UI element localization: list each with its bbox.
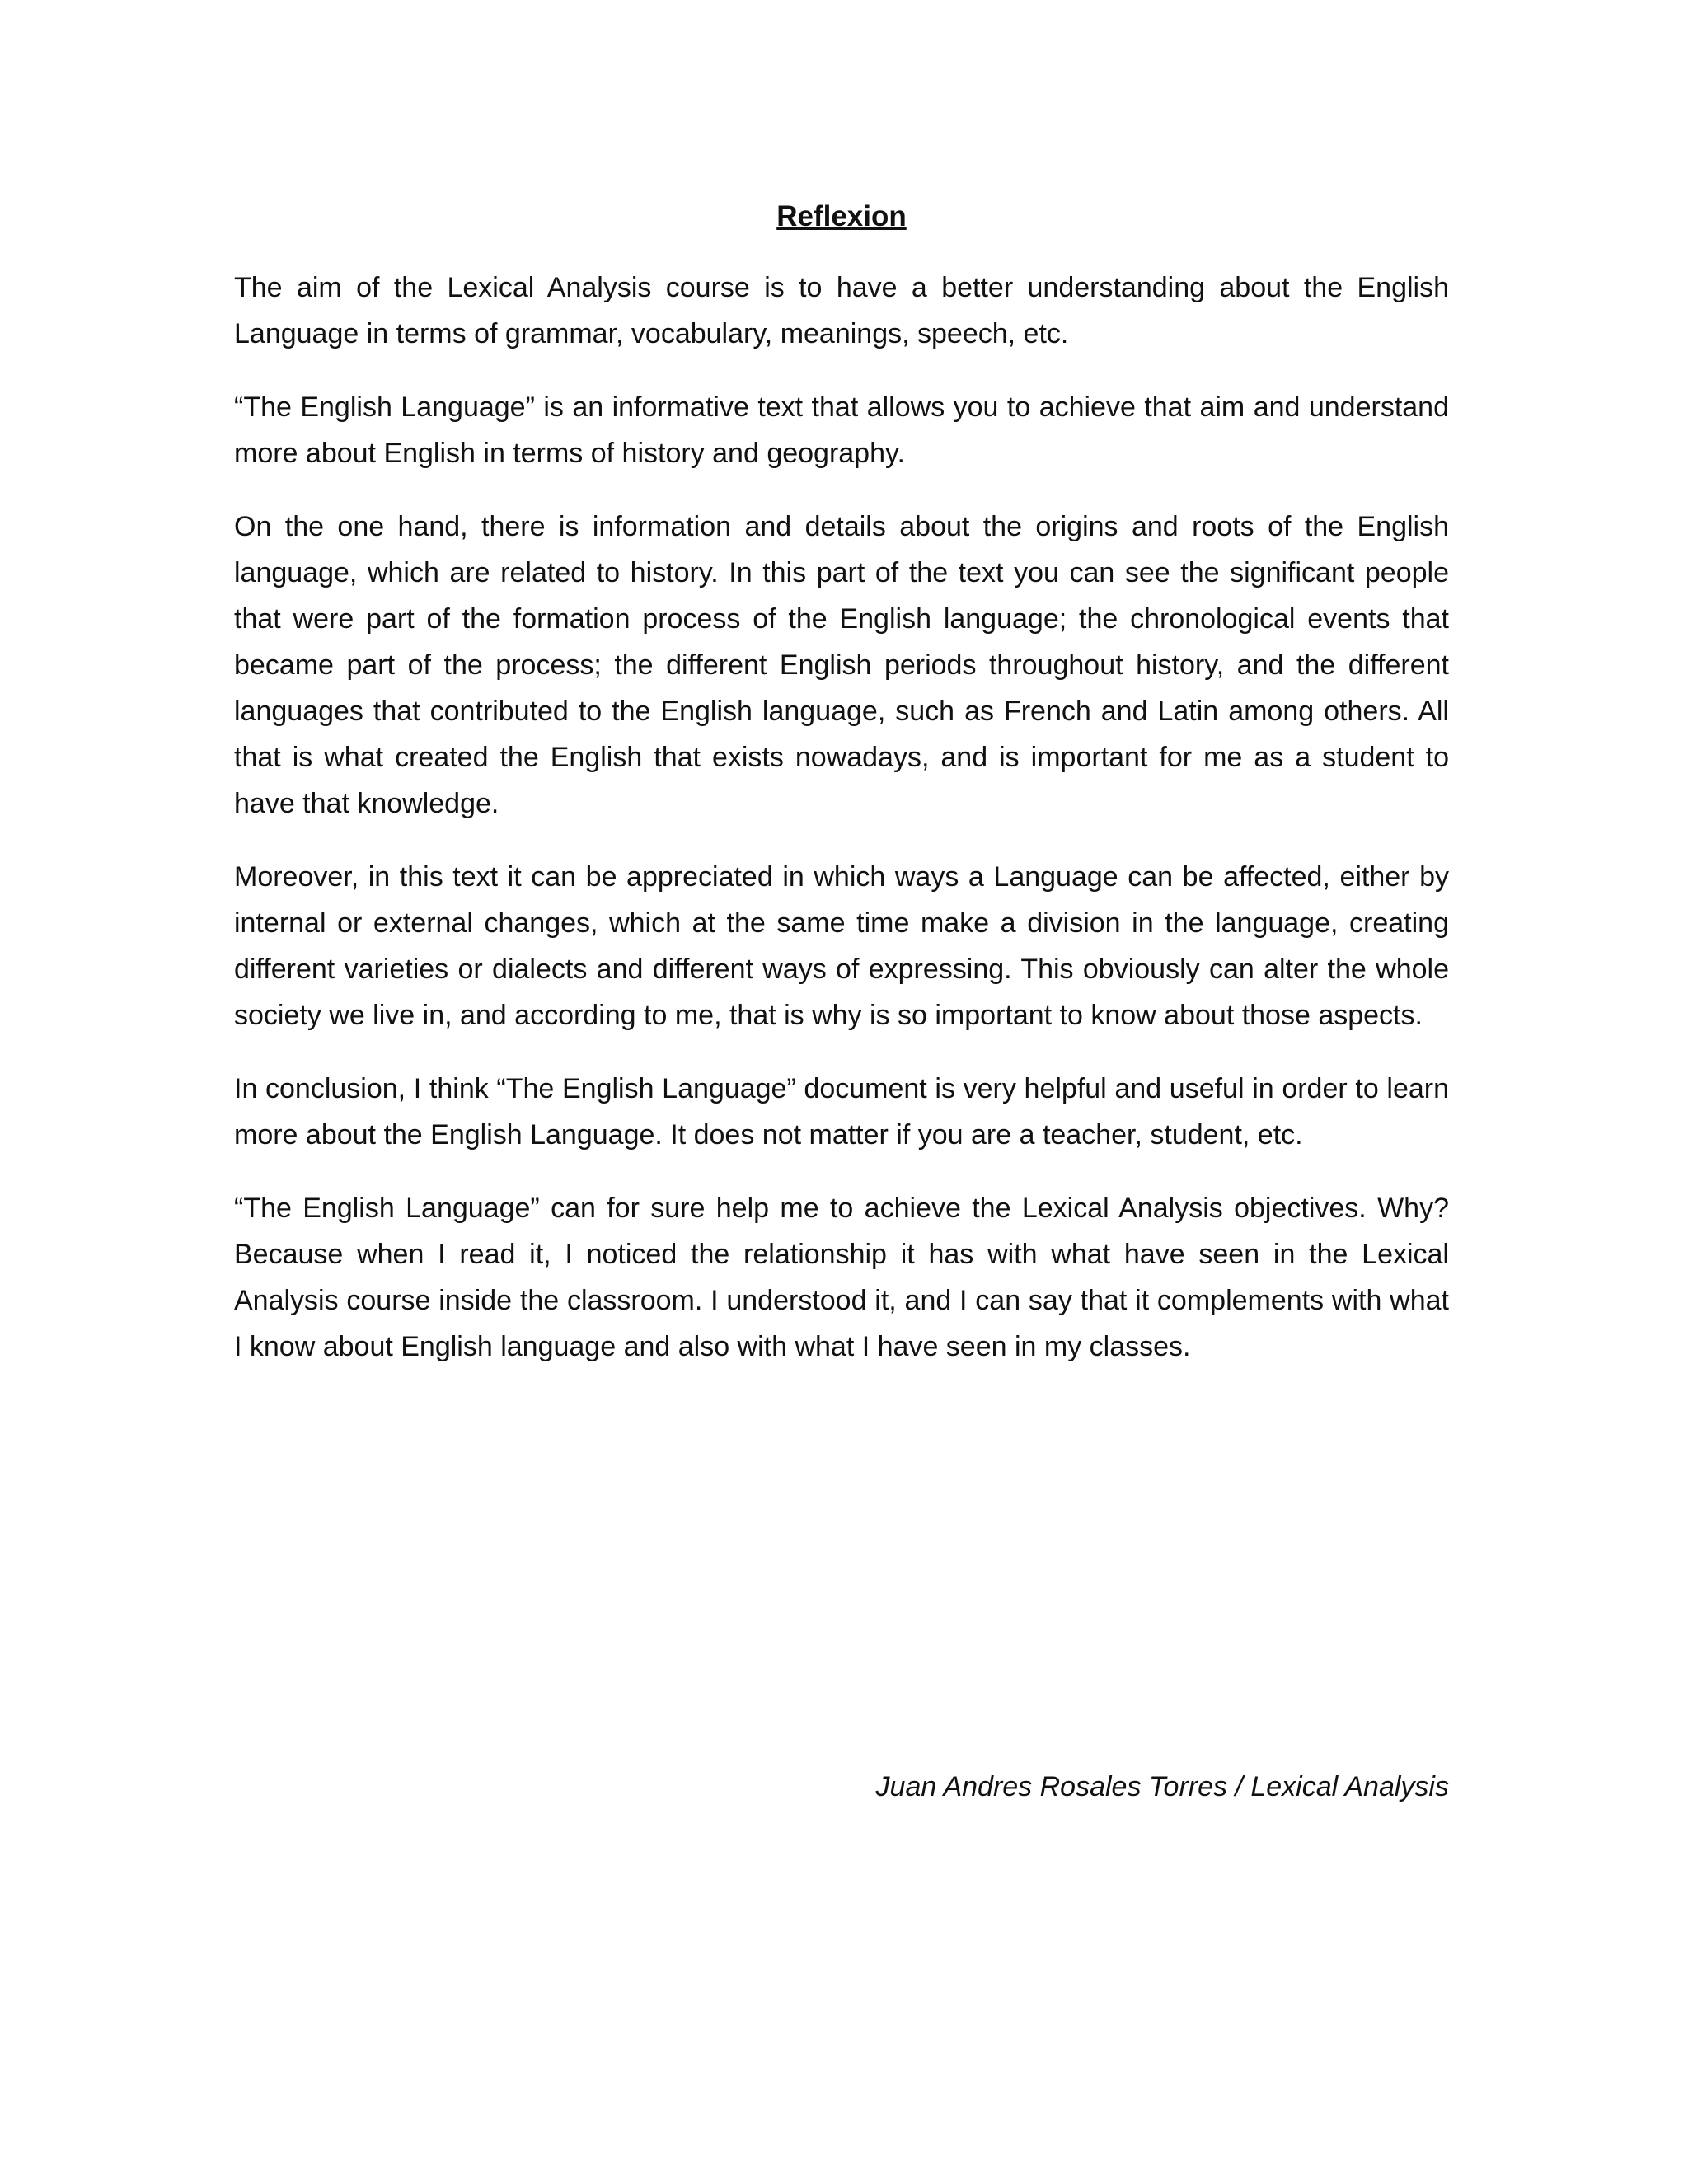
document-body <box>234 194 1449 1397</box>
paragraph-language-change: Moreover, in this text it can be appreciated in which ways a Language can be affected, either by internal or external changes, which at the same time make a division in the language, creating different varieties or dialects and different ways of expressing. This obviously can alter the whole society we live in, and according to me, that is why is so important to know about those aspects. <box>234 861 1449 1031</box>
author-signature: Juan Andres Rosales Torres / Lexical Analysis <box>875 1771 1449 1802</box>
paragraph-aim: The aim of the Lexical Analysis course is to have a better understanding about the English Language in terms of grammar, vocabulary, meanings, speech, etc. <box>234 272 1449 349</box>
document-title: Reflexion <box>776 200 907 232</box>
paragraph-conclusion: In conclusion, I think “The English Language” document is very helpful and useful in order to learn more about the English Language. It does not matter if you are a teacher, student, etc. <box>234 1073 1449 1151</box>
paragraph-text-description: “The English Language” is an informative text that allows you to achieve that aim and understand more about English in terms of history and geography. <box>234 391 1449 469</box>
paragraph-history: On the one hand, there is information and details about the origins and roots of the English language, which are related to history. In this part of the text you can see the significant people that were part of the formation process of the English language; the chronological events that became part of the process; the different English periods throughout history, and the different languages that contributed to the English language, such as French and Latin among others. All that is what created the English that exists nowadays, and is important for me as a student to have that knowledge. <box>234 511 1449 819</box>
paragraph-objectives: “The English Language” can for sure help me to achieve the Lexical Analysis objectives. Why? Because when I read it, I noticed the relationship it has with what have seen in the Lexical Analysis course inside the classroom. I understood it, and I can say that it complements with what I know about English language and also with what I have seen in my classes. <box>234 1193 1449 1362</box>
